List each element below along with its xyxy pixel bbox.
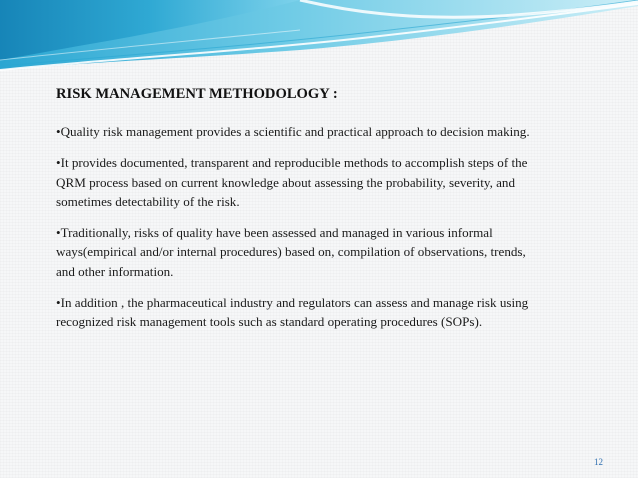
- bullet-line: •It provides documented, transparent and reproducible methods to accomplish steps of the: [56, 155, 528, 171]
- bullet-line: •Traditionally, risks of quality have been assessed and managed in various informal: [56, 225, 493, 241]
- bullet-item: [56, 153, 578, 211]
- bullet-item: [56, 223, 578, 281]
- bullet-item: [56, 122, 578, 141]
- bullet-line: QRM process based on current knowledge about assessing the probability, severity, and: [56, 174, 516, 190]
- bullet-line: •Quality risk management provides a scientific and practical approach to decision making.: [56, 124, 530, 139]
- header-wave-decoration: [0, 0, 638, 80]
- slide-content: [56, 84, 578, 344]
- slide-heading: RISK MANAGEMENT METHODOLOGY :: [56, 86, 338, 102]
- bullet-line: •In addition , the pharmaceutical industry and regulators can assess and manage risk using: [56, 295, 529, 311]
- bullet-line: ways(empirical and/or internal procedures) based on, compilation of observations, trends,: [56, 244, 526, 260]
- bullet-line: sometimes detectability of the risk.: [56, 193, 240, 209]
- bullet-line: recognized risk management tools such as standard operating procedures (SOPs).: [56, 314, 483, 330]
- page-number: 12: [594, 457, 603, 467]
- bullet-line: and other information.: [56, 263, 174, 279]
- bullet-item: [56, 293, 578, 332]
